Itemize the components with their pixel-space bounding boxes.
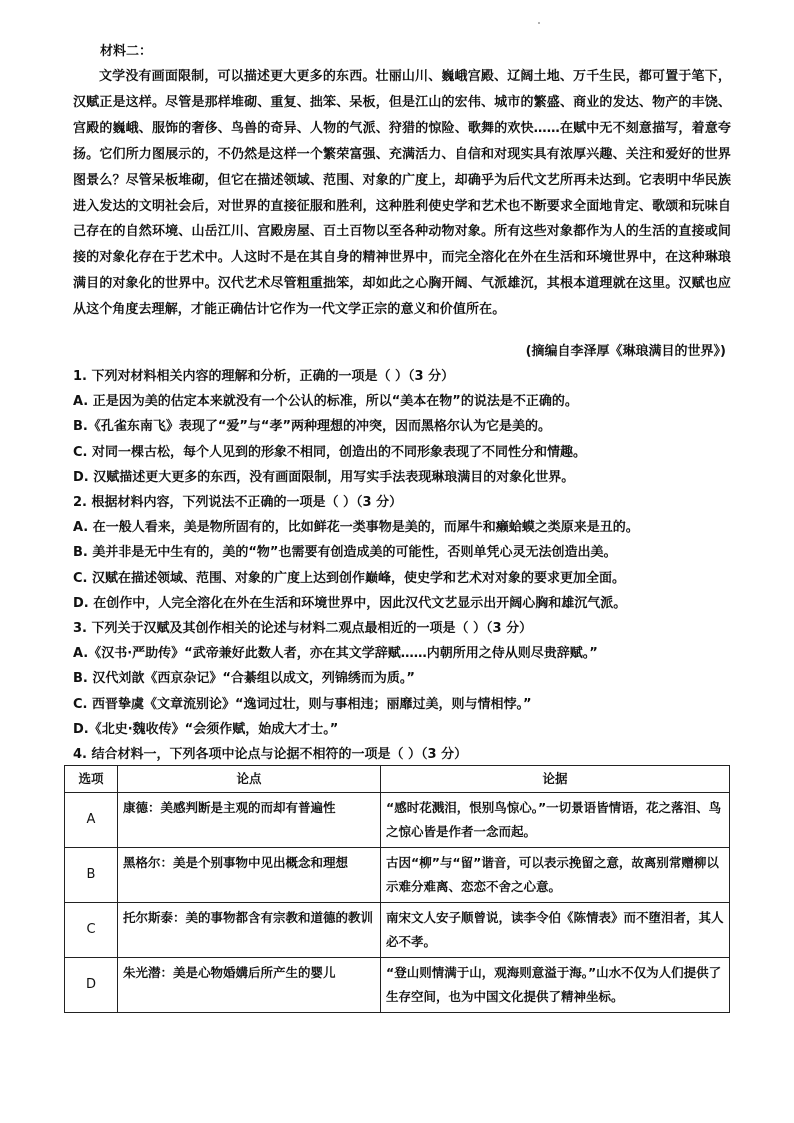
evidence-cell: 古因“柳”与“留”谐音，可以表示挽留之意，故离别常赠柳以示难分难离、恋恋不舍之心意。 [381, 848, 730, 903]
question-2-stem: 2. 根据材料内容，下列说法不正确的一项是（ ）（3 分） [73, 495, 403, 511]
passage-text: 文学没有画面限制，可以描述更大更多的东西。壮丽山川、巍峨宫殿、辽阔土地、万千生民，都可置于笔下，汉赋正是这样。尽管是那样堆砌、重复、拙笨、呆板，但是江山的宏伟、城市的繁盛、商业的发达、物产的丰饶、宫殿的巍峨、服饰的奢侈、鸟兽的奇异、人物的气派、狩猎的惊险、歌舞的欢快……在赋中无不刻意描写，着意夸扬。它们所力图展示的，不仍然是这样一个繁荣富强、充满活力、自信和对现实具有浓厚兴趣、关注和爱好的世界图景么？尽管呆板堆砌，但它在描述领域、范围、对象的广度上，却确乎为后代文艺所再未达到。它表明中华民族进入发达的文明社会后，对世界的直接征服和胜利，这种胜利使史学和艺术也不断要求全面地肯定、歌颂和玩味自己存在的自然环境、山岳江川、宫殿房屋、百土百物以至各种动物对象。所有这些对象都作为人的生活的直接或间接的对象化存在于艺术中。人这时不是在其自身的精神世界中，而完全溶化在外在生活和环境世界中，在这种琳琅满目的对象化的世界中。汉代艺术尽管粗重拙笨，却如此之心胸开阔、气派雄沉，其根本道理就在这里。汉赋也应从这个角度去理解，才能正确估计它作为一代文学正宗的意义和价值所在。 [73, 69, 731, 318]
passage-source: (摘编自李泽厚《琳琅满目的世界》) [525, 344, 726, 359]
table-header-option: 选项 [65, 766, 118, 793]
option-label: A [65, 793, 118, 848]
material-passage [73, 64, 731, 323]
question-4-table [64, 765, 730, 1013]
table-row [65, 903, 730, 958]
question-list [73, 364, 733, 767]
table-row [65, 793, 730, 848]
material-heading: 材料二： [100, 44, 153, 59]
question-2-option-a: A. 在一般人看来，美是物所固有的，比如鲜花一类事物是美的，而犀牛和癞蛤蟆之类原来是丑的。 [73, 520, 639, 536]
question-3-option-a: A.《汉书·严助传》“武帝兼好此数人者，亦在其文学辞赋……内朝所用之侍从则尽贵辞赋。” [73, 646, 598, 662]
table-header-evidence: 论据 [381, 766, 730, 793]
question-1-option-d: D. 汉赋描述更大更多的东西，没有画面限制，用写实手法表现琳琅满目的对象化世界。 [73, 469, 575, 485]
option-label: D [65, 958, 118, 1013]
question-4-stem: 4. 结合材料一，下列各项中论点与论据不相符的一项是（ ）（3 分） [73, 747, 468, 763]
question-3-stem: 3. 下列关于汉赋及其创作相关的论述与材料二观点最相近的一项是（ ）（3 分） [73, 621, 533, 637]
point-cell: 托尔斯泰：美的事物都含有宗教和道德的教训 [118, 903, 381, 958]
evidence-cell: “登山则情满于山，观海则意溢于海。”山水不仅为人们提供了生存空间，也为中国文化提供了精神坐标。 [381, 958, 730, 1013]
point-cell: 康德：美感判断是主观的而却有普遍性 [118, 793, 381, 848]
question-2-option-d: D. 在创作中，人完全溶化在外在生活和环境世界中，因此汉代文艺显示出开阔心胸和雄沉气派。 [73, 595, 627, 611]
evidence-cell: “感时花溅泪，恨别鸟惊心。”一切景语皆情语，花之落泪、鸟之惊心皆是作者一念而起。 [381, 793, 730, 848]
option-label: C [65, 903, 118, 958]
table-header-row [65, 766, 730, 793]
scan-dot [538, 22, 540, 24]
table-header-point: 论点 [118, 766, 381, 793]
question-3-option-b: B. 汉代刘歆《西京杂记》“合綦组以成文，列锦绣而为质。” [73, 671, 415, 687]
question-3-option-c: C. 西晋挚虞《文章流别论》“逸词过壮，则与事相违；丽靡过美，则与情相悖。” [73, 696, 532, 712]
table-row [65, 848, 730, 903]
evidence-cell: 南宋文人安子顺曾说，读李令伯《陈情表》而不堕泪者，其人必不孝。 [381, 903, 730, 958]
question-1-option-c: C. 对同一棵古松，每个人见到的形象不相同，创造出的不同形象表现了不同性分和情趣。 [73, 444, 587, 460]
question-1-option-b: B.《孔雀东南飞》表现了“爱”与“孝”两种理想的冲突，因而黑格尔认为它是美的。 [73, 419, 552, 435]
option-label: B [65, 848, 118, 903]
question-1-stem: 1. 下列对材料相关内容的理解和分析，正确的一项是（ ）（3 分） [73, 369, 455, 384]
point-cell: 黑格尔：美是个别事物中见出概念和理想 [118, 848, 381, 903]
point-cell: 朱光潜：美是心物婚媾后所产生的婴儿 [118, 958, 381, 1013]
question-2-option-b: B. 美并非是无中生有的，美的“物”也需要有创造成美的可能性，否则单凭心灵无法创造出美。 [73, 545, 617, 561]
question-2-option-c: C. 汉赋在描述领域、范围、对象的广度上达到创作巅峰，使史学和艺术对对象的要求更加全面。 [73, 570, 626, 586]
question-3-option-d: D.《北史·魏收传》“会须作赋，始成大才士。” [73, 721, 339, 737]
question-1-option-a: A. 正是因为美的估定本来就没有一个公认的标准，所以“美本在物”的说法是不正确的。 [73, 394, 578, 410]
table-row [65, 958, 730, 1013]
